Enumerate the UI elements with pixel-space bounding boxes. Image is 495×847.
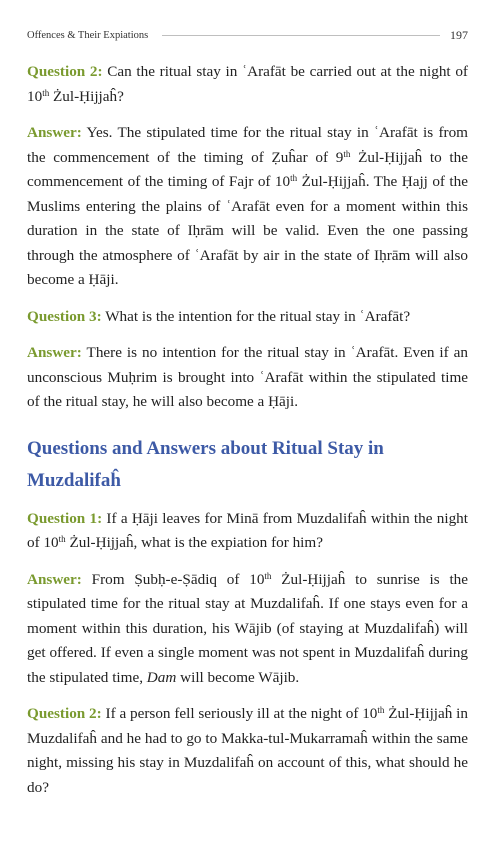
question-text: If a person fell seriously ill at the night of 10 — [101, 705, 378, 722]
ordinal-suffix: th — [290, 173, 298, 183]
ordinal-suffix: th — [42, 87, 50, 98]
answer-text: Żul-Ḥijjaĥ to sunrise is the stipulated time for the ritual stay at Muzdalifaĥ. If one stays even for a moment within this duration, his Wājib (of staying at Muzdalifaĥ) will get offered. If even a single moment was not spent in Muzdalifaĥ during the stipulated time, — [27, 570, 468, 686]
ordinal-suffix: th — [58, 534, 66, 544]
question-text: What is the intention for the ritual stay in ʿArafāt? — [101, 307, 411, 325]
answer-label: Answer: — [27, 344, 82, 361]
question-text: Żul-Ḥijjaĥ in Muzdalifaĥ and he had to go to Makka-tul-Mukarramaĥ within the same night, missing his stay in Muzdalifaĥ on account of this, what should he do? — [27, 705, 468, 796]
answer-leaving-muzdalifah — [27, 568, 468, 691]
answer-label: Answer: — [27, 124, 82, 141]
answer-text: Żul-Ḥijjaĥ. The Ḥajj of the Muslims entering the plains of ʿArafāt even for a moment within this duration in the state of Iḥrām will be valid. Even the one passing through the atmosphere of ʿArafāt by air in the state of Iḥrām will also become a Ḥāji. — [27, 173, 468, 288]
page-content — [27, 60, 468, 812]
question-text: Can the ritual stay in ʿArafāt be carried out at the night of 10 — [27, 63, 468, 105]
ordinal-suffix: th — [264, 570, 272, 581]
section-heading: Questions and Answers about Ritual Stay in Muzdalifaĥ — [27, 437, 384, 491]
question-illness-muzdalifah — [27, 702, 468, 800]
answer-text: will become Wājib. — [176, 668, 300, 686]
page-number: 197 — [450, 27, 468, 42]
running-title: Offences & Their Expiations — [27, 29, 149, 41]
question-text: Żul-Ḥijjaĥ, what is the expiation for him? — [65, 534, 323, 551]
question-label: Question 2: — [27, 705, 102, 722]
answer-text: Yes. The stipulated time for the ritual stay in ʿArafāt is from the commencement of the timing of Ẓuĥar of 9 — [27, 124, 468, 166]
ordinal-suffix: th — [377, 705, 385, 715]
question-arafat-night — [27, 60, 468, 109]
answer-text: There is no intention for the ritual stay in ʿArafāt. Even if an unconscious Muḥrim is brought into ʿArafāt within the stipulated time of the ritual stay, he will also become a Ḥāji. — [27, 344, 468, 410]
answer-label: Answer: — [27, 570, 82, 588]
question-leaving-muzdalifah — [27, 507, 468, 556]
answer-arafat-intention — [27, 341, 468, 415]
question-text: If a Ḥāji leaves for Minā from Muzdalifaĥ within the night of 10 — [27, 509, 468, 551]
dam-term: Dam — [146, 668, 177, 686]
question-label: Question 1: — [27, 509, 103, 527]
question-label: Question 3: — [27, 307, 102, 325]
answer-text: From Ṣubḥ-e-Ṣādiq of 10 — [81, 570, 265, 588]
question-text: Żul-Ḥijjaĥ? — [49, 87, 124, 105]
answer-arafat-night — [27, 121, 468, 293]
question-arafat-intention — [27, 305, 468, 330]
question-label: Question 2: — [27, 63, 103, 80]
answer-text: Żul-Ḥijjaĥ to the commencement of the timing of Fajr of 10 — [27, 148, 468, 190]
running-header — [27, 26, 468, 44]
ordinal-suffix: th — [343, 148, 351, 159]
header-rule — [162, 35, 440, 36]
